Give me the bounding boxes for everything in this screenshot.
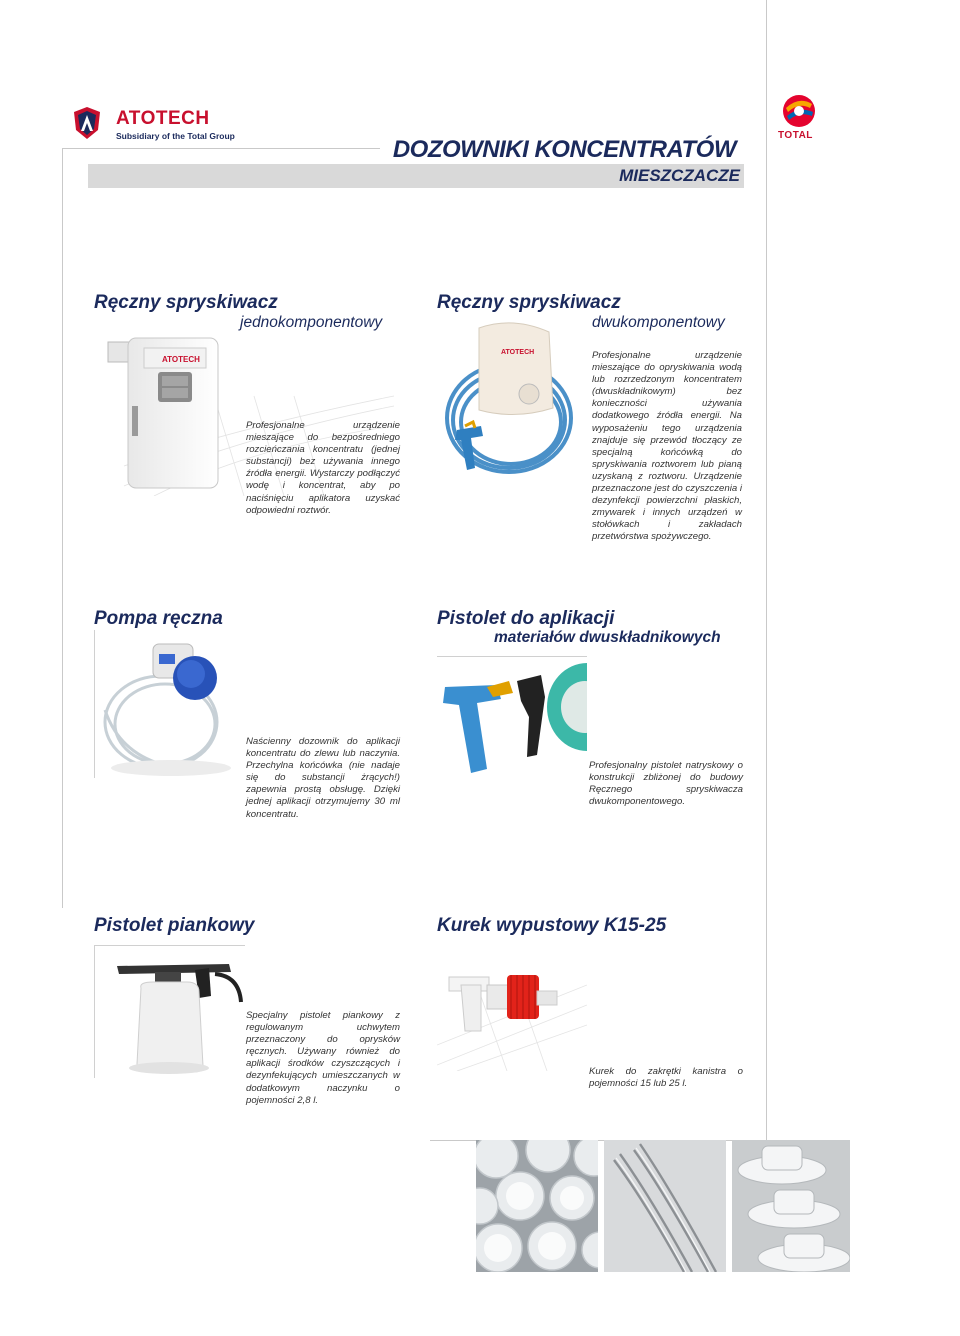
product-image-2 [437,318,577,480]
frame-line-right [766,0,767,1140]
product-description-5: Specjalny pistolet piankowy z regulowanym uchwytem przeznaczony do oprysków ręcznych. Używany również do aplikacji środków czyszczących i dezynfekujących umieszczanych w dodatkowym naczynku o pojemności 2,8 l. [246,1010,400,1106]
device-label-2: ATOTECH [501,349,535,356]
product-description-6: Kurek do zakrętki kanistra o pojemności 15 lub 25 l. [589,1066,743,1090]
product-description-2: Profesjonalne urządzenie mieszające do opryskiwania wodą lub rozrzedzonym koncentratem (dwuskładnikowym) bez konieczności używania dodatkowego źródła energii. Na wyposażeniu tego urządzenia znajduje się przewód tłoczący ze specjalną końcówką do spryskiwania roztworem lub pianą uzyskaną z roztworu. Urządzenie przeznaczone jest do czyszczenia i dezynfekcji powierzchni płaskich, zmywarek i innych urządzeń w stołówkach i zakładach przetwórstwa spożywczego. [592,350,742,543]
product-description-4: Profesjonalny pistolet natryskowy o konstrukcji zbliżonej do budowy Ręcznego spryskiwacza dwukomponentowego. [589,760,743,808]
product-subtitle-2: dwukomponentowy [592,314,725,331]
product-title-2: Ręczny spryskiwacz [437,292,621,313]
bowls-photo [476,1140,598,1272]
total-logo [776,92,822,144]
dual-sprayer-illustration [437,318,577,480]
page-subtitle: MIESZCZACZE [619,166,740,185]
atotech-wordmark: ATOTECH [116,108,210,129]
product-title-4: Pistolet do aplikacji [437,608,615,629]
spray-gun-illustration [437,657,587,781]
product-image-6 [437,945,587,1071]
atotech-tagline: Subsidiary of the Total Group [116,131,235,141]
product-title-6: Kurek wypustowy K15-25 [437,915,667,936]
product-image-5 [94,945,245,1078]
product-subtitle-1: jednokomponentowy [240,314,383,331]
hand-pump-illustration [95,630,245,778]
atotech-shield-icon [72,106,102,140]
page-title: DOZOWNIKI KONCENTRATÓW [387,136,742,164]
atotech-logo [72,104,235,146]
product-title-1: Ręczny spryskiwacz [94,292,278,313]
tap-illustration [437,945,587,1071]
product-title-3: Pompa ręczna [94,608,223,629]
product-description-1: Profesjonalne urządzenie mieszające do bezpośredniego rozcieńczania koncentratu (jednej substancji) bez używania innego źródła energii. Wystarczy podłączyć wodę i koncentrat, aby po naciśnięciu aplikatora uzyskać odpowiedni roztwór. [246,420,400,516]
product-image-3 [94,630,245,778]
total-wordmark: TOTAL [778,130,813,141]
product-title-5: Pistolet piankowy [94,915,255,936]
cups-photo [732,1140,850,1272]
photo-cups [732,1140,850,1272]
product-description-3: Naścienny dozownik do aplikacji koncentratu do zlewu lub naczynia. Przechylna końcówka (nie nadaje się do substancji żrących!) zapewnia prostą obsługę. Dzięki jednej aplikacji otrzymujemy 30 ml koncentratu. [246,736,400,820]
total-emblem-icon [780,92,818,130]
device-label: ATOTECH [162,355,200,364]
foam-gun-illustration [95,946,245,1078]
forks-photo [604,1140,726,1272]
photo-bowls [476,1140,598,1272]
frame-line-left [62,148,63,908]
product-image-4 [437,656,587,781]
frame-line-top [62,148,380,149]
photo-forks [604,1140,726,1272]
product-subtitle-4: materiałów dwuskładnikowych [494,629,721,646]
